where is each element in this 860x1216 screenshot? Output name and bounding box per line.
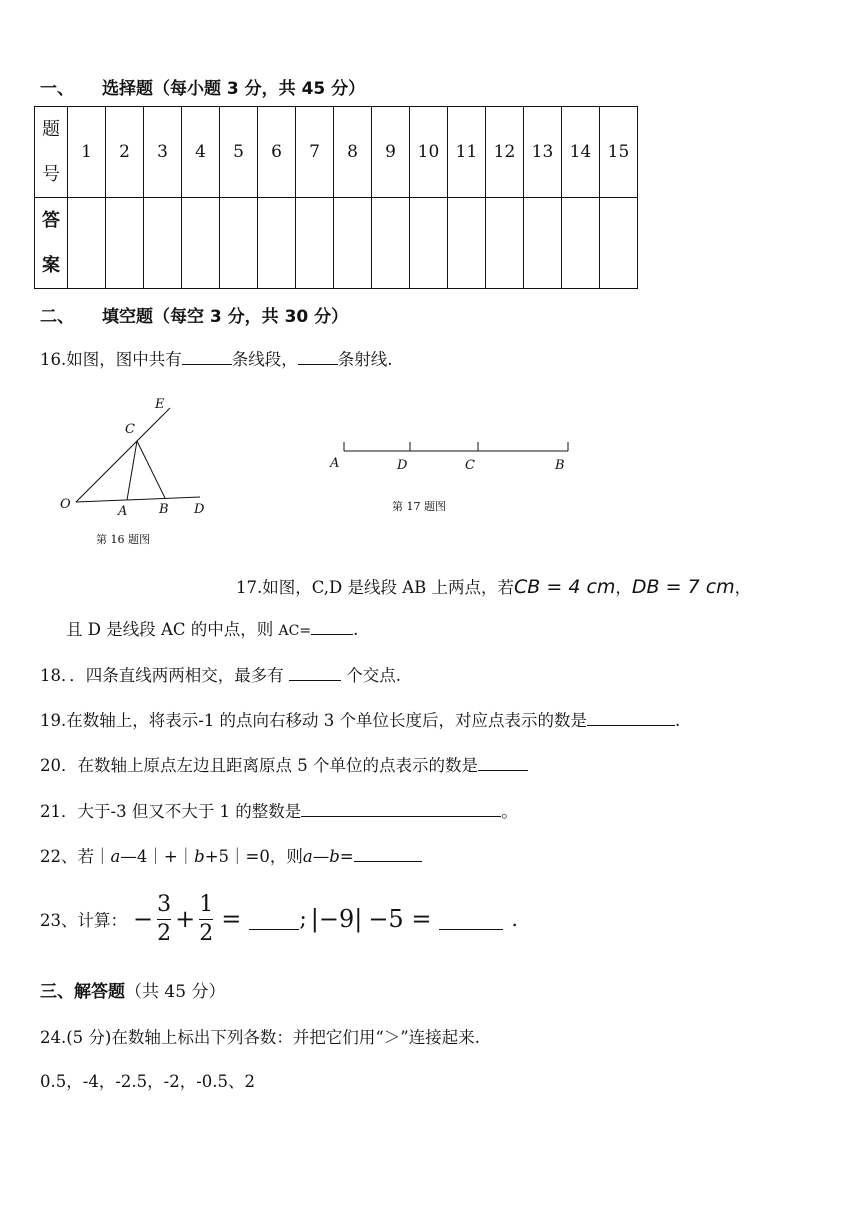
- line-OD: [76, 497, 200, 502]
- table-cell-number: 2: [106, 107, 144, 198]
- question-23: 23、计算： − $\frac{3}{2}$ + $\frac{1}{2}$ = ; |−9| −5 = .: [40, 891, 518, 946]
- table-header-number: 题 号: [35, 107, 68, 198]
- label-A: A: [118, 504, 128, 519]
- answer-cell[interactable]: [144, 198, 182, 289]
- figure-16-caption: 第 16 题图: [96, 533, 150, 546]
- label-E: E: [155, 397, 165, 412]
- section3-title: 三、解答题（共 45 分）: [40, 982, 226, 1002]
- question-22: 22、若｜a—4｜+｜b+5｜=0，则a—b=: [40, 843, 422, 867]
- answer-blank[interactable]: [311, 620, 353, 635]
- answer-cell[interactable]: [106, 198, 144, 289]
- answer-blank[interactable]: [439, 909, 503, 930]
- label-D: D: [194, 502, 205, 517]
- label-O: O: [60, 497, 71, 512]
- label-B: B: [159, 502, 169, 517]
- answer-cell[interactable]: [258, 198, 296, 289]
- answer-cell[interactable]: [448, 198, 486, 289]
- table-cell-number: 12: [486, 107, 524, 198]
- table-cell-number: 3: [144, 107, 182, 198]
- label-A: A: [330, 456, 340, 471]
- expr-db: DB = 7 cm: [631, 576, 735, 598]
- ray-OE: [76, 408, 170, 502]
- expr-cb: CB = 4 cm: [514, 576, 616, 598]
- label-C: C: [125, 422, 135, 437]
- answer-cell[interactable]: [524, 198, 562, 289]
- answer-cell[interactable]: [334, 198, 372, 289]
- label-B: B: [555, 458, 565, 473]
- fraction-1-2: $\frac{1}{2}$: [199, 891, 214, 946]
- answer-blank[interactable]: [289, 666, 341, 681]
- answer-cell[interactable]: [296, 198, 334, 289]
- section1-label: 一、: [40, 79, 74, 99]
- answer-blank[interactable]: [587, 711, 675, 726]
- segment-CB: [137, 441, 165, 498]
- question-24-numbers: 0.5，-4，-2.5，-2，-0.5、2: [40, 1072, 256, 1091]
- question-18: 18．．四条直线两两相交，最多有 个交点.: [40, 666, 401, 685]
- table-cell-number: 5: [220, 107, 258, 198]
- figure-17-caption: 第 17 题图: [392, 500, 446, 513]
- question-17-line1: 17.如图，C,D 是线段 AB 上两点，若CB = 4 cm，DB = 7 cm，: [236, 576, 752, 598]
- table-cell-number: 8: [334, 107, 372, 198]
- answer-cell[interactable]: [410, 198, 448, 289]
- answer-cell[interactable]: [486, 198, 524, 289]
- fraction-3-2: $\frac{3}{2}$: [157, 891, 172, 946]
- answer-blank[interactable]: [478, 756, 528, 771]
- answer-cell[interactable]: [372, 198, 410, 289]
- answer-cell[interactable]: [220, 198, 258, 289]
- answer-cell[interactable]: [562, 198, 600, 289]
- question-24: 24.(5 分)在数轴上标出下列各数：并把它们用“＞”连接起来.: [40, 1028, 480, 1047]
- figure-16: [55, 392, 225, 522]
- label-C: C: [465, 458, 475, 473]
- table-cell-number: 13: [524, 107, 562, 198]
- table-cell-number: 10: [410, 107, 448, 198]
- question-19: 19.在数轴上，将表示-1 的点向右移动 3 个单位长度后，对应点表示的数是 .: [40, 711, 681, 730]
- answer-blank[interactable]: [301, 802, 501, 817]
- table-header-answer: 答 案: [35, 198, 68, 289]
- table-cell-number: 14: [562, 107, 600, 198]
- table-row-answers: [35, 198, 638, 289]
- section1-title: 选择题（每小题 3 分，共 45 分）: [102, 79, 366, 99]
- answer-blank[interactable]: [249, 909, 299, 930]
- figure-17: [326, 434, 586, 474]
- answer-cell[interactable]: [68, 198, 106, 289]
- answer-blank[interactable]: [298, 350, 338, 365]
- question-16: 16.如图，图中共有 条线段， 条射线.: [40, 350, 393, 369]
- table-row-numbers: [35, 107, 638, 198]
- question-20: 20．在数轴上原点左边且距离原点 5 个单位的点表示的数是: [40, 752, 528, 776]
- label-D: D: [397, 458, 408, 473]
- table-cell-number: 6: [258, 107, 296, 198]
- answer-cell[interactable]: [182, 198, 220, 289]
- table-cell-number: 15: [600, 107, 638, 198]
- table-cell-number: 11: [448, 107, 486, 198]
- answer-table: [34, 106, 638, 289]
- table-cell-number: 7: [296, 107, 334, 198]
- answer-cell[interactable]: [600, 198, 638, 289]
- question-21: 21．大于-3 但又不大于 1 的整数是 。: [40, 802, 518, 821]
- table-cell-number: 4: [182, 107, 220, 198]
- table-cell-number: 9: [372, 107, 410, 198]
- answer-blank[interactable]: [182, 350, 232, 365]
- section2-title: 填空题（每空 3 分，共 30 分）: [102, 307, 349, 327]
- section2-label: 二、: [40, 307, 74, 327]
- question-17-line2: 且 D 是线段 AC 的中点，则 AC= .: [66, 620, 359, 639]
- answer-blank[interactable]: [354, 847, 422, 862]
- table-cell-number: 1: [68, 107, 106, 198]
